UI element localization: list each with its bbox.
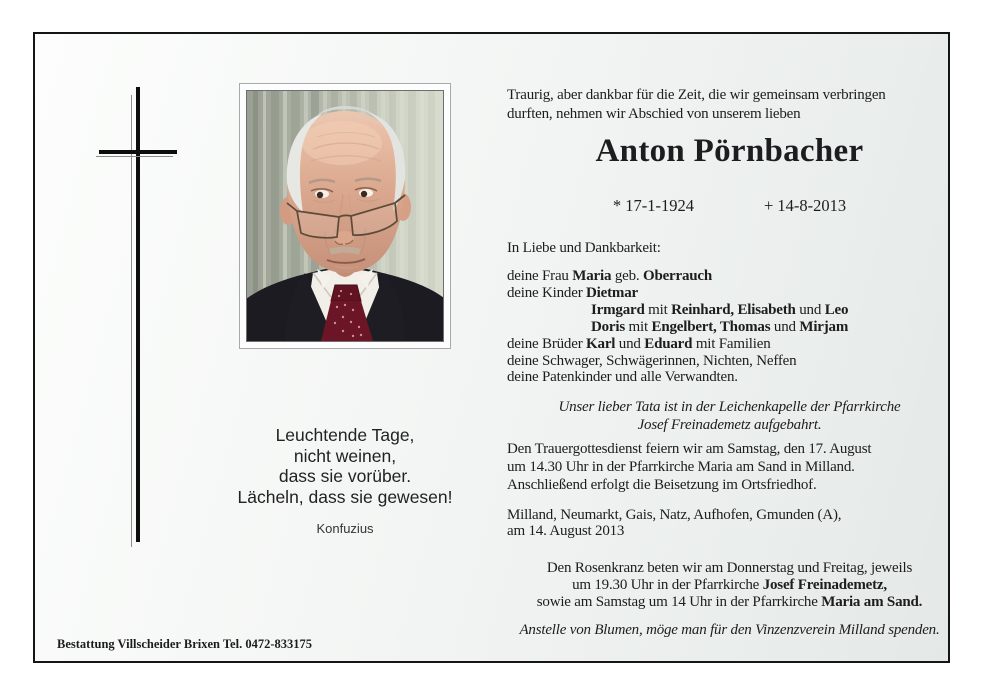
text-line: um 19.30 Uhr in der Pfarrkirche Josef Freinademetz, xyxy=(572,577,887,593)
photo-frame xyxy=(239,83,451,349)
text-line: Doris mit Engelbert, Thomas und Mirjam xyxy=(591,318,849,335)
text-line: am 14. August 2013 xyxy=(507,522,625,539)
family-list xyxy=(507,268,952,386)
text-line: dass sie vorüber. xyxy=(278,466,412,486)
funeral-home-line: Bestattung Villscheider Brixen Tel. 0472-833175 xyxy=(57,637,312,651)
text-line: durften, nehmen wir Abschied von unserem lieben xyxy=(507,105,801,122)
text-line: Anschließend erfolgt die Beisetzung im Ortsfriedhof. xyxy=(507,477,817,493)
text-line: Josef Freinademetz aufgebahrt. xyxy=(637,416,822,433)
text-line: deine Brüder Karl und Eduard mit Familien xyxy=(507,335,771,352)
text-line: Den Rosenkranz beten wir am Donnerstag und Freitag, jeweils xyxy=(546,560,913,576)
cross-horizontal-bar xyxy=(99,150,177,154)
death-date: + 14-8-2013 xyxy=(763,196,847,215)
text-line: Milland, Neumarkt, Gais, Natz, Aufhofen, Gmunden (A), xyxy=(507,507,842,523)
poem-lines xyxy=(185,425,505,507)
portrait-photo xyxy=(246,90,444,342)
text-line: nicht weinen, xyxy=(293,445,397,466)
poem-block xyxy=(185,425,505,540)
intro-text xyxy=(507,86,952,123)
text-line: Unser lieber Tata ist in der Leichenkapelle der Pfarrkirche xyxy=(558,399,901,415)
places-date-line xyxy=(507,508,952,539)
birth-date: * 17-1-1924 xyxy=(612,196,694,215)
text-line: Traurig, aber dankbar für die Zeit, die wir gemeinsam verbringen xyxy=(507,87,886,103)
text-line: deine Frau Maria geb. Oberrauch xyxy=(507,268,713,284)
text-line: deine Patenkinder und alle Verwandten. xyxy=(507,369,738,386)
obituary-card xyxy=(33,32,950,663)
text-line: Den Trauergottesdienst feiern wir am Samstag, den 17. August xyxy=(507,441,872,457)
text-line: um 14.30 Uhr in der Pfarrkirche Maria am Sand in Milland. xyxy=(507,459,855,475)
text-line: Lächeln, dass sie gewesen! xyxy=(237,486,453,507)
poem-author: Konfuzius xyxy=(316,521,374,536)
text-line: sowie am Samstag um 14 Uhr in der Pfarrkirche Maria am Sand. xyxy=(536,594,923,610)
cross-horizontal-shadow xyxy=(96,156,173,157)
life-dates xyxy=(507,196,952,216)
deceased-name: Anton Pörnbacher xyxy=(595,133,864,169)
repose-note xyxy=(507,399,952,434)
text-line: Leuchtende Tage, xyxy=(275,425,415,445)
rosary-info xyxy=(507,560,952,611)
cross-vertical-shadow xyxy=(131,95,132,547)
text-line: deine Kinder Dietmar xyxy=(507,284,638,301)
salutation: In Liebe und Dankbarkeit: xyxy=(507,240,661,256)
text-line: Irmgard mit Reinhard, Elisabeth und Leo xyxy=(591,301,849,318)
text-line: deine Schwager, Schwägerinnen, Nichten, Neffen xyxy=(507,352,797,369)
donation-note: Anstelle von Blumen, möge man für den Vinzenzverein Milland spenden. xyxy=(519,622,940,638)
service-info xyxy=(507,440,952,494)
